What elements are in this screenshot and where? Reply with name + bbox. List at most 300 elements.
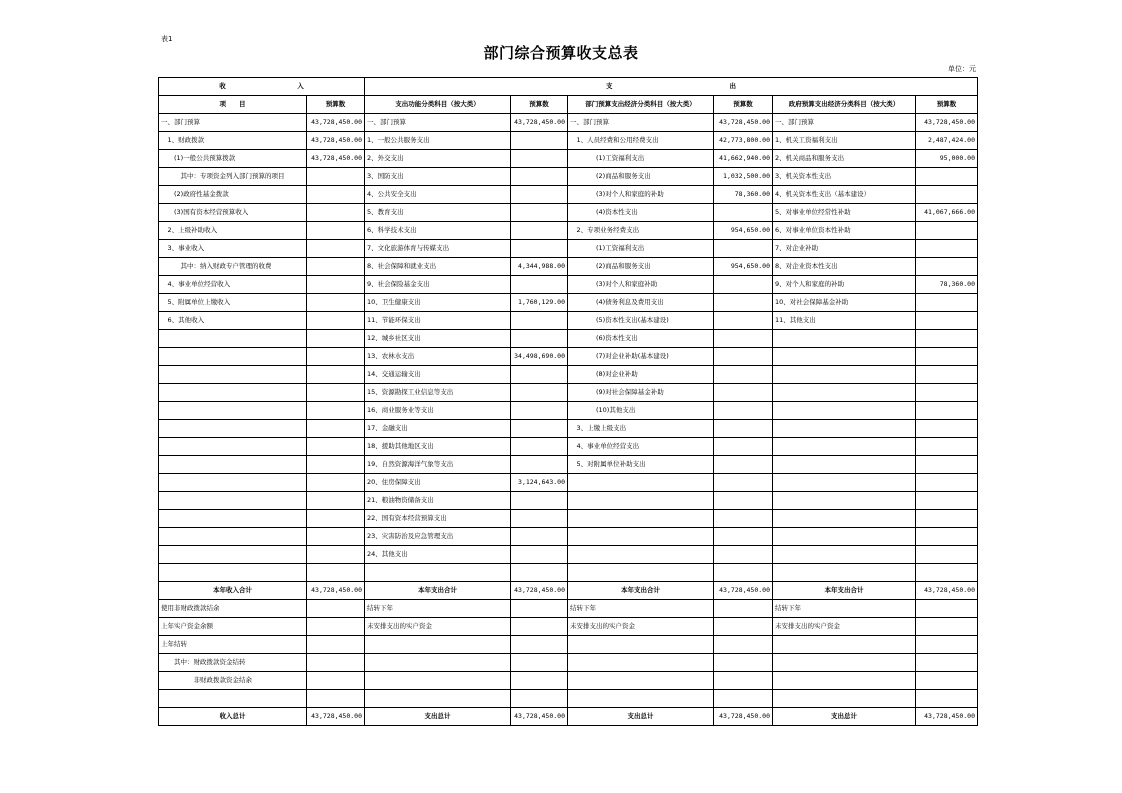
amount-cell (307, 528, 365, 546)
table-row (159, 366, 978, 384)
amount-cell: 43,728,450.00 (916, 114, 978, 132)
amount-cell (307, 240, 365, 258)
amount-cell (714, 204, 773, 222)
item-cell: 11、其他支出 (773, 312, 916, 330)
item-cell (159, 510, 307, 528)
amount-cell: 42,773,800.00 (714, 132, 773, 150)
amount-cell (916, 222, 978, 240)
item-cell: 非财政拨款资金结余 (159, 672, 307, 690)
amount-cell (511, 528, 568, 546)
item-cell: 5、对附属单位补助支出 (568, 456, 714, 474)
item-cell: 支出总计 (773, 708, 916, 726)
amount-cell (916, 636, 978, 654)
item-cell (773, 420, 916, 438)
amount-cell (511, 222, 568, 240)
item-cell (773, 510, 916, 528)
item-cell: 其中：专项资金列入部门预算的项目 (159, 168, 307, 186)
item-cell (568, 528, 714, 546)
amount-cell (714, 672, 773, 690)
item-cell: (1)一般公共预算拨款 (159, 150, 307, 168)
column-header: 预算数 (511, 96, 568, 114)
amount-cell (714, 420, 773, 438)
item-cell: 2、机关商品和服务支出 (773, 150, 916, 168)
item-cell: 1、一般公共服务支出 (365, 132, 511, 150)
table-row (159, 150, 978, 168)
item-cell: 4、事业单位经营收入 (159, 276, 307, 294)
amount-cell: 41,662,940.00 (714, 150, 773, 168)
item-cell (159, 474, 307, 492)
amount-cell: 954,650.00 (714, 222, 773, 240)
item-cell: 上年实户资金余额 (159, 618, 307, 636)
item-cell: (3)对个人和家庭的补助 (568, 186, 714, 204)
amount-cell: 2,487,424.00 (916, 132, 978, 150)
item-cell (773, 366, 916, 384)
amount-cell (916, 438, 978, 456)
item-cell (568, 654, 714, 672)
item-cell: 23、灾害防治及应急管理支出 (365, 528, 511, 546)
table-row (159, 204, 978, 222)
item-cell: 本年支出合计 (365, 582, 511, 600)
amount-cell (916, 456, 978, 474)
item-cell: 16、商业服务业等支出 (365, 402, 511, 420)
item-cell (773, 528, 916, 546)
budget-table (158, 77, 978, 726)
amount-cell: 3,124,643.00 (511, 474, 568, 492)
item-cell: 20、住房保障支出 (365, 474, 511, 492)
amount-cell (511, 690, 568, 708)
item-cell: 4、公共安全支出 (365, 186, 511, 204)
amount-cell (307, 690, 365, 708)
amount-cell (307, 636, 365, 654)
amount-cell (714, 366, 773, 384)
amount-cell (307, 420, 365, 438)
amount-cell (916, 366, 978, 384)
amount-cell (307, 186, 365, 204)
item-cell: 12、城乡社区支出 (365, 330, 511, 348)
item-cell: 14、交通运输支出 (365, 366, 511, 384)
item-cell (773, 438, 916, 456)
amount-cell (916, 258, 978, 276)
page-title: 部门综合预算收支总表 (483, 44, 639, 62)
amount-cell (916, 618, 978, 636)
item-cell (159, 690, 307, 708)
amount-cell (916, 600, 978, 618)
amount-cell: 43,728,450.00 (511, 582, 568, 600)
item-cell: (1)工资福利支出 (568, 150, 714, 168)
amount-cell (714, 690, 773, 708)
item-cell: 一、部门预算 (159, 114, 307, 132)
item-cell (365, 672, 511, 690)
amount-cell (916, 312, 978, 330)
amount-cell (916, 546, 978, 564)
amount-cell (511, 600, 568, 618)
item-cell (159, 366, 307, 384)
amount-cell: 1,760,129.00 (511, 294, 568, 312)
amount-cell (916, 564, 978, 582)
item-cell (159, 438, 307, 456)
item-cell (159, 456, 307, 474)
amount-cell (714, 348, 773, 366)
item-cell: 5、对事业单位经常性补助 (773, 204, 916, 222)
amount-cell (307, 330, 365, 348)
table-row (159, 600, 978, 618)
item-cell: 未安排支出的实户资金 (365, 618, 511, 636)
amount-cell (511, 402, 568, 420)
item-cell: (2)政府性基金拨款 (159, 186, 307, 204)
item-cell (568, 690, 714, 708)
table-row (159, 222, 978, 240)
amount-cell (916, 402, 978, 420)
amount-cell: 43,728,450.00 (307, 708, 365, 726)
item-cell: 15、资源勘探工业信息等支出 (365, 384, 511, 402)
table-row (159, 456, 978, 474)
table-body (159, 78, 978, 726)
item-cell: 一、部门预算 (365, 114, 511, 132)
amount-cell: 95,000.00 (916, 150, 978, 168)
amount-cell (714, 330, 773, 348)
column-header: 部门预算支出经济分类科目（按大类） (568, 96, 714, 114)
item-cell: 本年支出合计 (568, 582, 714, 600)
amount-cell (307, 204, 365, 222)
table-row (159, 654, 978, 672)
amount-cell (714, 654, 773, 672)
amount-cell (307, 456, 365, 474)
table-row (159, 564, 978, 582)
section-header-row (159, 78, 978, 96)
item-cell (159, 492, 307, 510)
amount-cell (511, 150, 568, 168)
table-row (159, 258, 978, 276)
amount-cell (714, 618, 773, 636)
table-row (159, 330, 978, 348)
table-row (159, 546, 978, 564)
item-cell (159, 546, 307, 564)
item-cell: (5)资本性支出(基本建设) (568, 312, 714, 330)
expense-section-header: 支 出 (365, 78, 978, 96)
amount-cell (307, 366, 365, 384)
amount-cell (916, 168, 978, 186)
item-cell (568, 564, 714, 582)
item-cell: 3、国防支出 (365, 168, 511, 186)
table-row (159, 402, 978, 420)
table-row (159, 690, 978, 708)
table-row (159, 168, 978, 186)
column-header: 项 目 (159, 96, 307, 114)
item-cell: 6、科学技术支出 (365, 222, 511, 240)
amount-cell: 43,728,450.00 (307, 150, 365, 168)
item-cell: 3、上缴上级支出 (568, 420, 714, 438)
amount-cell (511, 168, 568, 186)
item-cell (773, 636, 916, 654)
item-cell: 结转下年 (773, 600, 916, 618)
item-cell: 4、机关资本性支出（基本建设） (773, 186, 916, 204)
item-cell: 本年收入合计 (159, 582, 307, 600)
amount-cell (916, 294, 978, 312)
item-cell: 一、部门预算 (568, 114, 714, 132)
amount-cell (511, 618, 568, 636)
amount-cell (511, 330, 568, 348)
amount-cell (714, 312, 773, 330)
amount-cell (714, 384, 773, 402)
amount-cell (714, 474, 773, 492)
amount-cell: 43,728,450.00 (307, 114, 365, 132)
amount-cell: 78,360.00 (714, 186, 773, 204)
item-cell (159, 348, 307, 366)
amount-cell: 954,650.00 (714, 258, 773, 276)
amount-cell (511, 276, 568, 294)
item-cell: (10)其他支出 (568, 402, 714, 420)
table-row (159, 492, 978, 510)
item-cell (773, 672, 916, 690)
amount-cell (511, 384, 568, 402)
amount-cell (307, 384, 365, 402)
amount-cell (307, 168, 365, 186)
amount-cell: 34,498,690.00 (511, 348, 568, 366)
amount-cell: 43,728,450.00 (916, 708, 978, 726)
item-cell (365, 636, 511, 654)
item-cell (773, 690, 916, 708)
amount-cell (916, 510, 978, 528)
item-cell: 结转下年 (568, 600, 714, 618)
item-cell: 3、事业收入 (159, 240, 307, 258)
item-cell: 4、事业单位经营支出 (568, 438, 714, 456)
item-cell: (9)对社会保障基金补助 (568, 384, 714, 402)
item-cell: 结转下年 (365, 600, 511, 618)
item-cell: 2、上级补助收入 (159, 222, 307, 240)
amount-cell (714, 456, 773, 474)
item-cell: 10、对社会保障基金补助 (773, 294, 916, 312)
amount-cell (307, 438, 365, 456)
amount-cell (307, 618, 365, 636)
item-cell: 1、人员经费和公用经费支出 (568, 132, 714, 150)
table-row (159, 114, 978, 132)
table-row (159, 348, 978, 366)
amount-cell (307, 402, 365, 420)
item-cell: (6)资本性支出 (568, 330, 714, 348)
amount-cell (511, 654, 568, 672)
table-row (159, 420, 978, 438)
column-header: 政府预算支出经济分类科目（按大类） (773, 96, 916, 114)
amount-cell: 43,728,450.00 (511, 708, 568, 726)
amount-cell (511, 456, 568, 474)
amount-cell (714, 510, 773, 528)
item-cell: 19、自然资源海洋气象等支出 (365, 456, 511, 474)
table-number: 表1 (161, 35, 173, 43)
table-row (159, 186, 978, 204)
amount-cell: 43,728,450.00 (511, 114, 568, 132)
amount-cell (307, 474, 365, 492)
item-cell: (2)商品和服务支出 (568, 168, 714, 186)
amount-cell (511, 132, 568, 150)
amount-cell (511, 510, 568, 528)
amount-cell: 43,728,450.00 (714, 582, 773, 600)
item-cell (773, 474, 916, 492)
item-cell: (3)对个人和家庭补助 (568, 276, 714, 294)
amount-cell (511, 564, 568, 582)
column-header: 支出功能分类科目（按大类） (365, 96, 511, 114)
item-cell (773, 330, 916, 348)
column-header: 预算数 (307, 96, 365, 114)
amount-cell (511, 636, 568, 654)
table-row (159, 510, 978, 528)
table-row (159, 474, 978, 492)
table-row (159, 312, 978, 330)
item-cell: 7、对企业补助 (773, 240, 916, 258)
item-cell (568, 672, 714, 690)
item-cell (365, 654, 511, 672)
column-header-row (159, 96, 978, 114)
table-row (159, 672, 978, 690)
table-row (159, 132, 978, 150)
item-cell: 上年结转 (159, 636, 307, 654)
item-cell (773, 402, 916, 420)
item-cell: 5、附属单位上缴收入 (159, 294, 307, 312)
item-cell (365, 690, 511, 708)
item-cell: 2、专项业务经费支出 (568, 222, 714, 240)
amount-cell (714, 276, 773, 294)
table-row (159, 618, 978, 636)
amount-cell: 43,728,450.00 (714, 114, 773, 132)
amount-cell (714, 564, 773, 582)
item-cell: 5、教育支出 (365, 204, 511, 222)
amount-cell (307, 348, 365, 366)
item-cell: 11、节能环保支出 (365, 312, 511, 330)
amount-cell: 4,344,988.00 (511, 258, 568, 276)
amount-cell (511, 492, 568, 510)
item-cell: 9、对个人和家庭的补助 (773, 276, 916, 294)
amount-cell (916, 690, 978, 708)
item-cell: (1)工资福利支出 (568, 240, 714, 258)
amount-cell (916, 348, 978, 366)
amount-cell (307, 258, 365, 276)
amount-cell (511, 240, 568, 258)
amount-cell: 78,360.00 (916, 276, 978, 294)
amount-cell (307, 510, 365, 528)
item-cell: (4)债务利息及费用支出 (568, 294, 714, 312)
amount-cell: 43,728,450.00 (307, 132, 365, 150)
item-cell: 13、农林水支出 (365, 348, 511, 366)
column-header: 预算数 (714, 96, 773, 114)
amount-cell (307, 600, 365, 618)
table-row (159, 384, 978, 402)
amount-cell (714, 240, 773, 258)
item-cell (159, 528, 307, 546)
amount-cell (307, 222, 365, 240)
item-cell (773, 492, 916, 510)
item-cell: 其中：财政拨款资金结转 (159, 654, 307, 672)
item-cell (365, 564, 511, 582)
amount-cell (511, 420, 568, 438)
item-cell (568, 474, 714, 492)
item-cell: 2、外交支出 (365, 150, 511, 168)
amount-cell (916, 420, 978, 438)
item-cell: 1、财政拨款 (159, 132, 307, 150)
amount-cell (916, 492, 978, 510)
amount-cell (307, 672, 365, 690)
item-cell: 1、机关工资福利支出 (773, 132, 916, 150)
item-cell (773, 654, 916, 672)
amount-cell (916, 330, 978, 348)
item-cell: 未安排支出的实户资金 (568, 618, 714, 636)
item-cell: 22、国有资本经营预算支出 (365, 510, 511, 528)
amount-cell (916, 384, 978, 402)
unit-label: 单位：元 (948, 65, 976, 73)
item-cell: 7、文化旅游体育与传媒支出 (365, 240, 511, 258)
amount-cell (714, 492, 773, 510)
table-row (159, 438, 978, 456)
item-cell: 24、其他支出 (365, 546, 511, 564)
amount-cell (916, 672, 978, 690)
item-cell (773, 456, 916, 474)
item-cell (773, 384, 916, 402)
amount-cell (916, 474, 978, 492)
item-cell: 其中：纳入财政专户管理的收费 (159, 258, 307, 276)
amount-cell (307, 564, 365, 582)
item-cell: 6、其他收入 (159, 312, 307, 330)
item-cell (568, 546, 714, 564)
amount-cell (511, 312, 568, 330)
item-cell: 6、对事业单位资本性补助 (773, 222, 916, 240)
item-cell: 未安排支出的实户资金 (773, 618, 916, 636)
income-section-header: 收 入 (159, 78, 365, 96)
item-cell (159, 420, 307, 438)
amount-cell (714, 438, 773, 456)
item-cell: 21、粮油物资储备支出 (365, 492, 511, 510)
item-cell: (2)商品和服务支出 (568, 258, 714, 276)
table-row (159, 294, 978, 312)
item-cell: 9、社会保险基金支出 (365, 276, 511, 294)
item-cell: 支出总计 (568, 708, 714, 726)
item-cell (159, 402, 307, 420)
amount-cell: 1,032,500.00 (714, 168, 773, 186)
amount-cell (511, 204, 568, 222)
amount-cell (714, 600, 773, 618)
item-cell: 一、部门预算 (773, 114, 916, 132)
item-cell (568, 636, 714, 654)
item-cell (773, 348, 916, 366)
amount-cell (307, 294, 365, 312)
amount-cell (307, 492, 365, 510)
amount-cell (511, 438, 568, 456)
amount-cell: 41,067,666.00 (916, 204, 978, 222)
item-cell: 本年支出合计 (773, 582, 916, 600)
amount-cell (511, 186, 568, 204)
item-cell: 18、援助其他地区支出 (365, 438, 511, 456)
item-cell: 17、金融支出 (365, 420, 511, 438)
amount-cell (916, 186, 978, 204)
amount-cell (511, 672, 568, 690)
item-cell: 使用非财政拨款结余 (159, 600, 307, 618)
amount-cell (307, 312, 365, 330)
item-cell: 3、机关资本性支出 (773, 168, 916, 186)
item-cell: 收入总计 (159, 708, 307, 726)
amount-cell (714, 528, 773, 546)
amount-cell: 43,728,450.00 (714, 708, 773, 726)
item-cell (159, 330, 307, 348)
table-row (159, 528, 978, 546)
amount-cell: 43,728,450.00 (916, 582, 978, 600)
item-cell: 10、卫生健康支出 (365, 294, 511, 312)
amount-cell (511, 546, 568, 564)
item-cell (159, 564, 307, 582)
amount-cell (714, 546, 773, 564)
amount-cell: 43,728,450.00 (307, 582, 365, 600)
table-row (159, 240, 978, 258)
amount-cell (307, 654, 365, 672)
amount-cell (714, 402, 773, 420)
item-cell (773, 546, 916, 564)
amount-cell (307, 546, 365, 564)
